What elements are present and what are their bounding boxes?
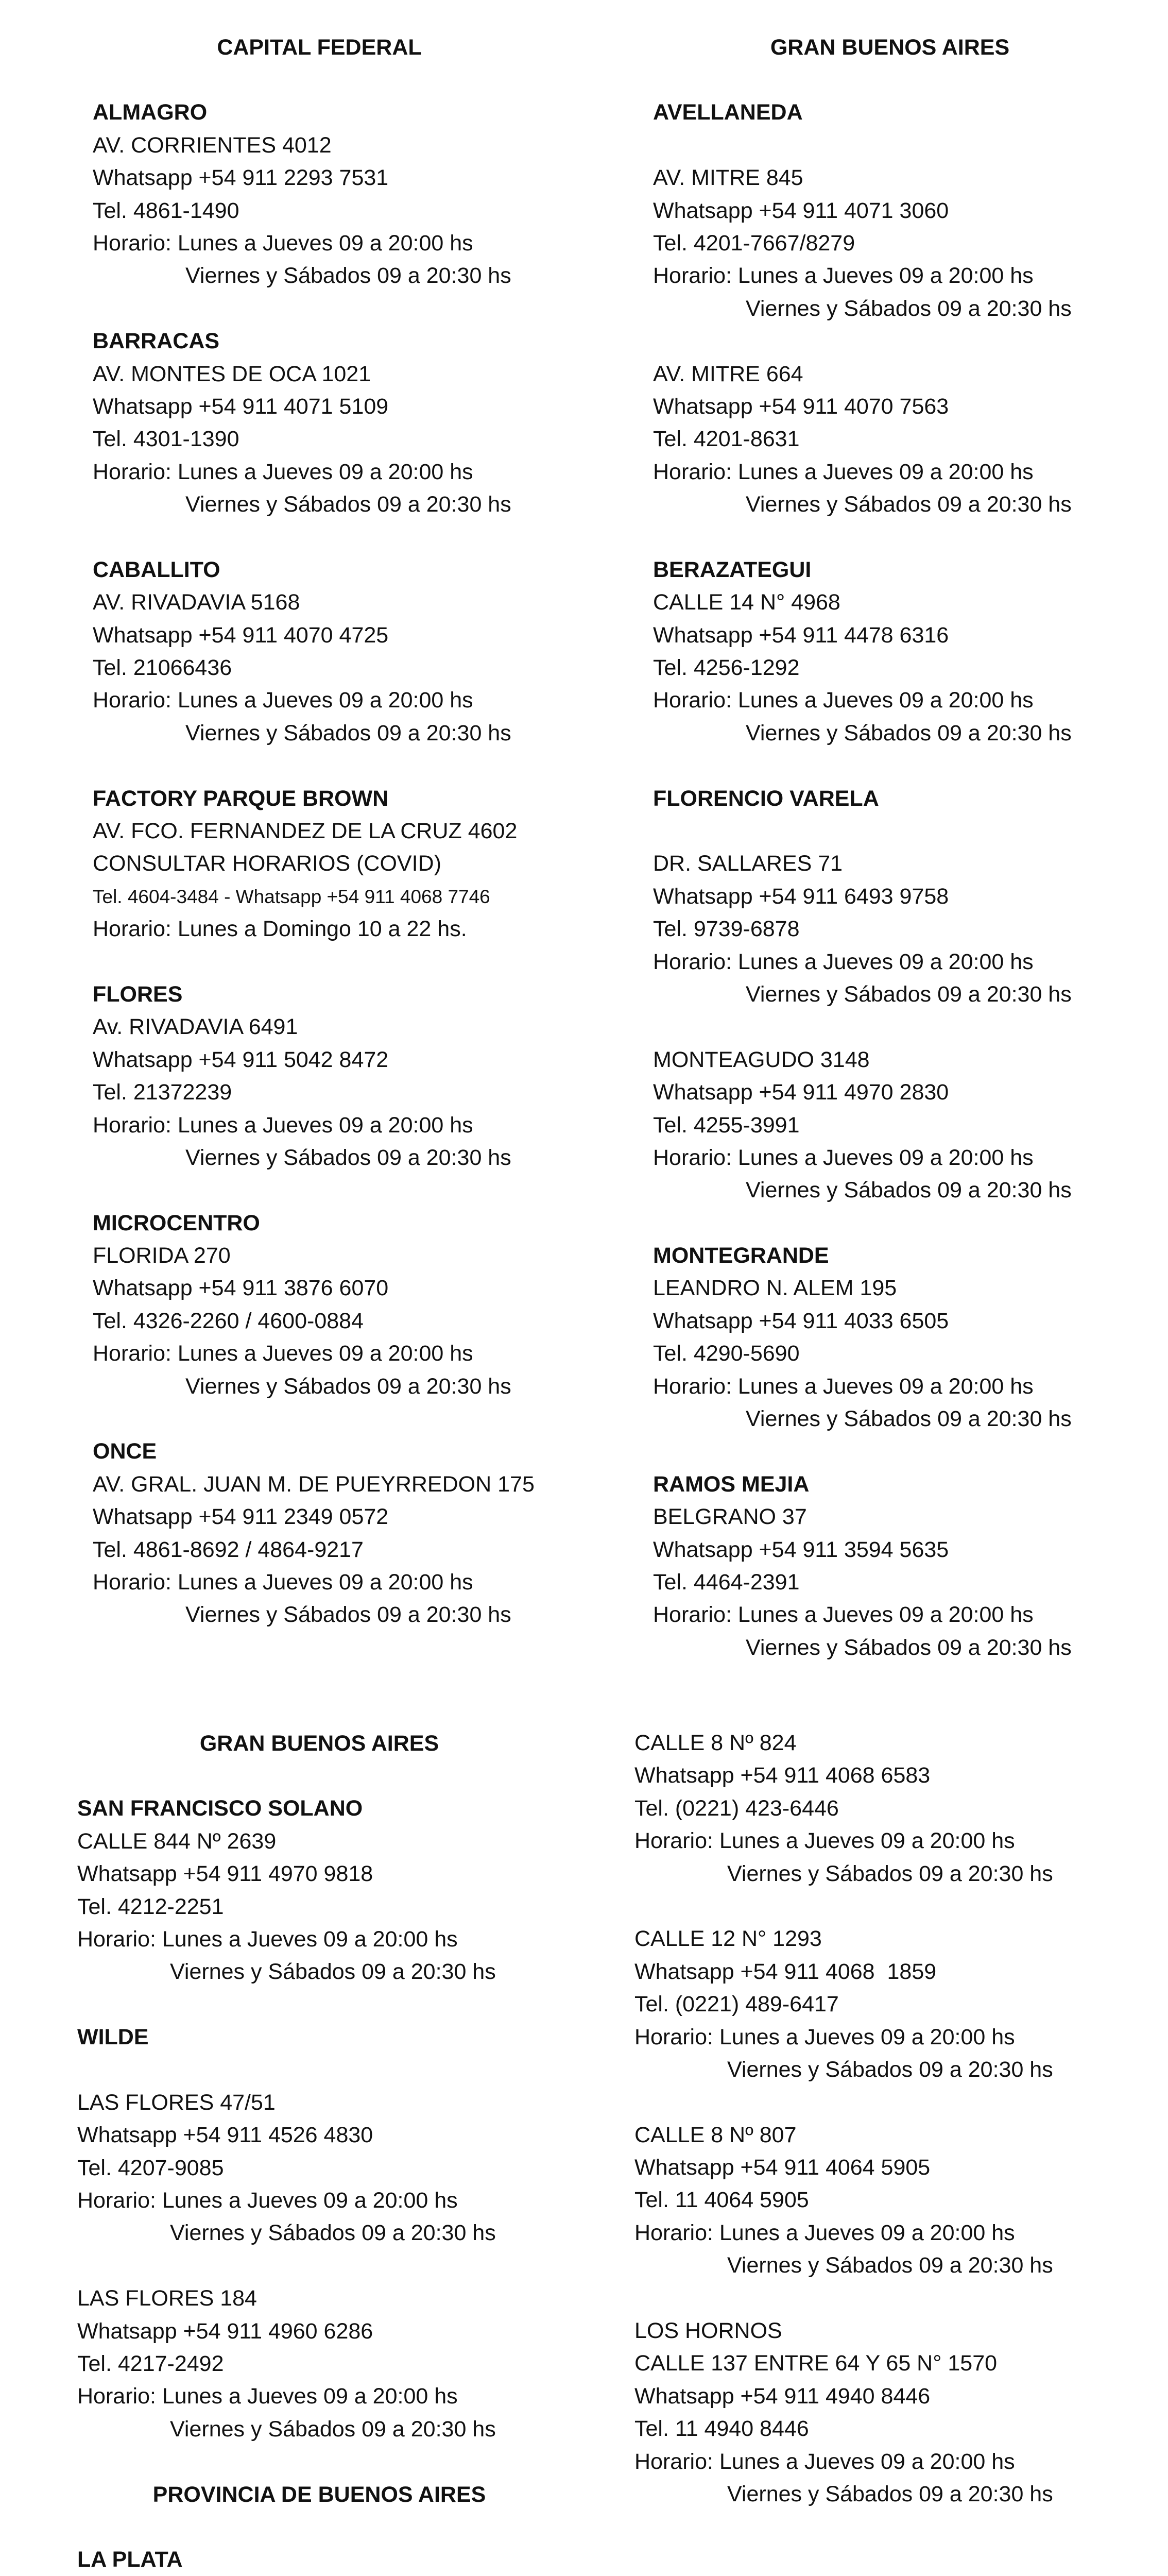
schedule-line: Viernes y Sábados 09 a 20:30 hs xyxy=(746,1178,1072,1203)
info-line: AV. FCO. FERNANDEZ DE LA CRUZ 4602 xyxy=(93,818,518,843)
schedule-line: Viernes y Sábados 09 a 20:30 hs xyxy=(185,492,511,517)
schedule-line: Viernes y Sábados 09 a 20:30 hs xyxy=(746,981,1072,1007)
schedule-line: Viernes y Sábados 09 a 20:30 hs xyxy=(746,296,1072,321)
info-line: Whatsapp +54 911 6493 9758 xyxy=(653,884,949,909)
spacer xyxy=(653,1011,1127,1043)
spacer xyxy=(653,64,1127,96)
spacer xyxy=(653,750,1127,782)
schedule-line: Viernes y Sábados 09 a 20:30 hs xyxy=(170,2221,496,2246)
schedule-line: Viernes y Sábados 09 a 20:30 hs xyxy=(185,1145,511,1170)
info-line: Horario: Lunes a Jueves 09 a 20:00 hs xyxy=(653,688,1034,713)
info-line: Tel. 4290-5690 xyxy=(653,1341,800,1366)
spacer xyxy=(77,1760,561,1792)
info-line: FLORIDA 270 xyxy=(93,1243,231,1268)
spacer xyxy=(653,1435,1127,1468)
spacer xyxy=(93,64,546,96)
info-line: Horario: Lunes a Jueves 09 a 20:00 hs xyxy=(653,263,1034,289)
info-line: Whatsapp +54 911 4970 2830 xyxy=(653,1080,949,1105)
info-line: Whatsapp +54 911 4070 4725 xyxy=(93,622,389,648)
info-line: Whatsapp +54 911 2293 7531 xyxy=(93,165,389,191)
spacer xyxy=(93,750,546,782)
branch-name: LA PLATA xyxy=(77,2547,183,2572)
info-line: Tel. 4217-2492 xyxy=(77,2351,224,2377)
schedule-line: Viernes y Sábados 09 a 20:30 hs xyxy=(727,2057,1053,2082)
info-line: Horario: Lunes a Jueves 09 a 20:00 hs xyxy=(634,2449,1015,2474)
info-line: Tel. 4861-1490 xyxy=(93,198,239,223)
info-line: AV. MITRE 664 xyxy=(653,361,803,386)
info-line: Horario: Lunes a Jueves 09 a 20:00 hs xyxy=(653,1145,1034,1170)
spacer xyxy=(634,2282,1129,2315)
la-plata-continued-column xyxy=(634,1727,1129,2576)
info-line: Horario: Lunes a Jueves 09 a 20:00 hs xyxy=(93,459,473,484)
info-line: Horario: Lunes a Domingo 10 a 22 hs. xyxy=(93,917,467,942)
info-line: Whatsapp +54 911 5042 8472 xyxy=(93,1047,389,1072)
info-line: Tel. 9739-6878 xyxy=(653,917,800,942)
info-line: Horario: Lunes a Jueves 09 a 20:00 hs xyxy=(93,230,473,256)
info-line: Tel. 4301-1390 xyxy=(93,427,239,452)
info-line: Whatsapp +54 911 4070 7563 xyxy=(653,394,949,419)
info-line: Tel. (0221) 423-6446 xyxy=(634,1795,839,1821)
info-line: Tel. 4201-8631 xyxy=(653,427,800,452)
info-line: Horario: Lunes a Jueves 09 a 20:00 hs xyxy=(93,688,473,713)
branch-list xyxy=(653,64,1127,1664)
info-line: Whatsapp +54 911 4478 6316 xyxy=(653,622,949,648)
info-line: CALLE 14 N° 4968 xyxy=(653,590,840,615)
info-line: Tel. 4861-8692 / 4864-9217 xyxy=(93,1537,364,1562)
info-line: Whatsapp +54 911 4068 1859 xyxy=(634,1959,937,1984)
info-line: AV. CORRIENTES 4012 xyxy=(93,132,332,158)
section-title-gran-buenos-aires-2: GRAN BUENOS AIRES xyxy=(199,1731,439,1756)
info-line: Tel. 4604-3484 - Whatsapp +54 911 4068 7746 xyxy=(93,886,490,907)
schedule-line: Viernes y Sábados 09 a 20:30 hs xyxy=(727,2481,1053,2506)
info-line: BELGRANO 37 xyxy=(653,1504,807,1530)
branch-name: BARRACAS xyxy=(93,329,220,354)
info-line: Whatsapp +54 911 3876 6070 xyxy=(93,1276,389,1301)
branch-list xyxy=(93,64,546,1632)
info-line: Horario: Lunes a Jueves 09 a 20:00 hs xyxy=(653,1374,1034,1399)
info-line: CONSULTAR HORARIOS (COVID) xyxy=(93,851,441,876)
info-line: CALLE 844 Nº 2639 xyxy=(77,1828,277,1854)
info-line: Horario: Lunes a Jueves 09 a 20:00 hs xyxy=(634,2220,1015,2245)
branch-name: ONCE xyxy=(93,1439,157,1464)
info-line: Horario: Lunes a Jueves 09 a 20:00 hs xyxy=(77,2188,458,2213)
info-line: CALLE 12 N° 1293 xyxy=(634,1926,822,1952)
info-line: Horario: Lunes a Jueves 09 a 20:00 hs xyxy=(653,949,1034,974)
spacer xyxy=(93,521,546,553)
spacer xyxy=(93,293,546,325)
info-line: Whatsapp +54 911 4960 6286 xyxy=(77,2318,373,2344)
branch-list xyxy=(634,1727,1129,2576)
schedule-line: Viernes y Sábados 09 a 20:30 hs xyxy=(185,1374,511,1399)
info-line: LAS FLORES 47/51 xyxy=(77,2090,276,2115)
info-line: Whatsapp +54 911 4033 6505 xyxy=(653,1308,949,1333)
info-line: Tel. 4207-9085 xyxy=(77,2155,224,2180)
spacer xyxy=(93,1174,546,1207)
branch-name: AVELLANEDA xyxy=(653,100,803,125)
spacer xyxy=(634,2086,1129,2119)
info-line: Whatsapp +54 911 2349 0572 xyxy=(93,1504,389,1530)
info-line: Whatsapp +54 911 4068 6583 xyxy=(634,1763,931,1788)
schedule-line: Viernes y Sábados 09 a 20:30 hs xyxy=(170,2416,496,2442)
info-line: CALLE 8 Nº 824 xyxy=(634,1731,797,1755)
info-line: CALLE 137 ENTRE 64 Y 65 N° 1570 xyxy=(634,2351,998,2376)
spacer xyxy=(77,2511,561,2544)
info-line: Tel. 4255-3991 xyxy=(653,1112,800,1138)
info-line: Horario: Lunes a Jueves 09 a 20:00 hs xyxy=(93,1569,473,1595)
info-line: Tel. 11 4064 5905 xyxy=(634,2188,809,2213)
branch-name: MICROCENTRO xyxy=(93,1210,260,1235)
info-line: Whatsapp +54 911 4064 5905 xyxy=(634,2155,931,2180)
schedule-line: Viernes y Sábados 09 a 20:30 hs xyxy=(746,492,1072,517)
section-title-gran-buenos-aires: GRAN BUENOS AIRES xyxy=(770,35,1010,60)
gran-buenos-aires-column-top xyxy=(653,31,1127,1664)
subsection-title: PROVINCIA DE BUENOS AIRES xyxy=(152,2482,486,2507)
spacer xyxy=(93,1403,546,1435)
info-line: AV. GRAL. JUAN M. DE PUEYRREDON 175 xyxy=(93,1471,535,1497)
branch-name: FLORENCIO VARELA xyxy=(653,786,879,811)
info-line: MONTEAGUDO 3148 xyxy=(653,1047,870,1072)
info-line: Tel. 11 4940 8446 xyxy=(634,2416,809,2442)
spacer xyxy=(77,2054,561,2087)
info-line: Tel. 4326-2260 / 4600-0884 xyxy=(93,1308,364,1333)
gran-buenos-aires-column-bottom xyxy=(77,1727,561,2576)
spacer xyxy=(653,129,1127,162)
branch-name: BERAZATEGUI xyxy=(653,557,812,582)
schedule-line: Viernes y Sábados 09 a 20:30 hs xyxy=(746,1635,1072,1660)
schedule-line: Viernes y Sábados 09 a 20:30 hs xyxy=(746,1406,1072,1432)
info-line: Horario: Lunes a Jueves 09 a 20:00 hs xyxy=(93,1341,473,1366)
spacer xyxy=(653,1207,1127,1240)
info-line: LAS FLORES 184 xyxy=(77,2286,257,2311)
info-line: LOS HORNOS xyxy=(634,2318,782,2344)
spacer xyxy=(77,2250,561,2282)
info-line: LEANDRO N. ALEM 195 xyxy=(653,1276,897,1301)
info-line: Av. RIVADAVIA 6491 xyxy=(93,1014,298,1040)
info-line: AV. MITRE 845 xyxy=(653,165,803,191)
info-line: AV. RIVADAVIA 5168 xyxy=(93,590,300,615)
spacer xyxy=(77,2446,561,2478)
schedule-line: Viernes y Sábados 09 a 20:30 hs xyxy=(727,1861,1053,1886)
spacer xyxy=(77,1989,561,2021)
branch-name: SAN FRANCISCO SOLANO xyxy=(77,1796,363,1821)
info-line: AV. MONTES DE OCA 1021 xyxy=(93,361,371,386)
info-line: Horario: Lunes a Jueves 09 a 20:00 hs xyxy=(653,1602,1034,1628)
branch-name: FLORES xyxy=(93,981,183,1007)
info-line: CALLE 8 Nº 807 xyxy=(634,2122,797,2147)
info-line: Whatsapp +54 911 4940 8446 xyxy=(634,2383,931,2409)
info-line: Horario: Lunes a Jueves 09 a 20:00 hs xyxy=(634,2024,1015,2049)
spacer xyxy=(93,946,546,978)
info-line: Horario: Lunes a Jueves 09 a 20:00 hs xyxy=(93,1112,473,1138)
info-line: DR. SALLARES 71 xyxy=(653,851,843,876)
capital-federal-column xyxy=(93,31,546,1632)
schedule-line: Viernes y Sábados 09 a 20:30 hs xyxy=(185,720,511,745)
spacer xyxy=(653,815,1127,848)
spacer xyxy=(653,325,1127,358)
info-line: Horario: Lunes a Jueves 09 a 20:00 hs xyxy=(634,1828,1015,1854)
info-line: Horario: Lunes a Jueves 09 a 20:00 hs xyxy=(77,1926,458,1952)
info-line: Tel. 4212-2251 xyxy=(77,1894,224,1919)
spacer xyxy=(634,1890,1129,1923)
spacer xyxy=(634,2544,1129,2576)
schedule-line: Viernes y Sábados 09 a 20:30 hs xyxy=(727,2253,1053,2278)
info-line: Horario: Lunes a Jueves 09 a 20:00 hs xyxy=(77,2384,458,2409)
branch-name: WILDE xyxy=(77,2025,149,2050)
info-line: Whatsapp +54 911 4526 4830 xyxy=(77,2123,373,2148)
info-line: Whatsapp +54 911 4071 3060 xyxy=(653,198,949,223)
schedule-line: Viernes y Sábados 09 a 20:30 hs xyxy=(185,1602,511,1628)
schedule-line: Viernes y Sábados 09 a 20:30 hs xyxy=(746,720,1072,745)
section-title-capital-federal: CAPITAL FEDERAL xyxy=(217,35,422,60)
info-line: Whatsapp +54 911 3594 5635 xyxy=(653,1537,949,1562)
branch-name: MONTEGRANDE xyxy=(653,1243,829,1268)
info-line: Tel. 4256-1292 xyxy=(653,655,800,681)
schedule-line: Viernes y Sábados 09 a 20:30 hs xyxy=(170,1959,496,1985)
info-line: Tel. (0221) 489-6417 xyxy=(634,1992,839,2017)
branch-name: ALMAGRO xyxy=(93,100,208,125)
info-line: Tel. 21066436 xyxy=(93,655,232,681)
info-line: Whatsapp +54 911 4071 5109 xyxy=(93,394,389,419)
branch-name: CABALLITO xyxy=(93,557,220,582)
info-line: Tel. 4464-2391 xyxy=(653,1569,800,1595)
spacer xyxy=(634,2511,1129,2543)
info-line: Horario: Lunes a Jueves 09 a 20:00 hs xyxy=(653,459,1034,484)
schedule-line: Viernes y Sábados 09 a 20:30 hs xyxy=(185,263,511,289)
info-line: Tel. 4201-7667/8279 xyxy=(653,230,855,256)
branch-name: RAMOS MEJIA xyxy=(653,1471,810,1497)
info-line: Tel. 21372239 xyxy=(93,1080,232,1105)
info-line: Whatsapp +54 911 4970 9818 xyxy=(77,1861,373,1887)
branch-name: FACTORY PARQUE BROWN xyxy=(93,786,389,811)
branch-list xyxy=(77,1760,561,2576)
spacer xyxy=(653,521,1127,553)
